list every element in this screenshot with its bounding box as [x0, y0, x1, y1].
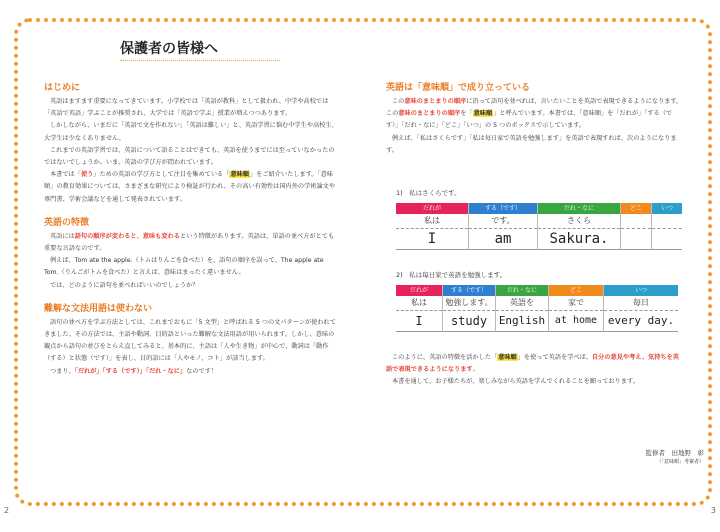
feature-paragraph-1: 英語には語句の順序が変わると、意味も変わるという特徴があります。英語は、単語の並べ方がとても重要な言語なのです。 [44, 232, 335, 253]
ex2-jp-suru: 勉強します。 [445, 298, 493, 307]
right-column [386, 80, 684, 157]
ex1-en-nani: Sakura. [538, 228, 620, 250]
ex1-col-doko [621, 203, 652, 250]
ex2-en-dare: I [396, 310, 442, 332]
feature-paragraph-3: では、どのように語句を並べればいいのでしょうか？ [50, 281, 199, 289]
page-number-left: 2 [4, 506, 10, 515]
ex1-jp-dare: 私は [424, 216, 440, 225]
order-emphasis: 語句の順序が変わると、意味も変わる [74, 232, 180, 240]
ex1-header-doko: どこ [621, 203, 651, 214]
example-2-label: 2) 私は毎日家で英語を勉強します。 [396, 271, 507, 279]
grammar-heading: 難解な文法用語は使わない [44, 303, 153, 314]
ex2-col-itsu [604, 285, 678, 332]
feature-paragraph-2: 例えば、Tom ate the apple.（トムはりんごを食べた）を、語句の順序を誤って、The apple ate Tom.（りんごがトムを食べた）と言えば、意味はまったく違いません。 [44, 257, 324, 277]
grammar-paragraph-2: つまり、「だれが」「する（です）」「だれ・なに」なのです！ [50, 367, 218, 375]
ex2-en-itsu: every day. [604, 310, 678, 332]
grammar-paragraph-1: 語句の並べ方を学ぶ方法としては、これまでおもに「5 文型」と呼ばれる 5 つの文パターンが使われてきました。その方法では、主語や動詞、目的語といった難解な文法用語が用いられます。しかし、意味の観点から語句の並びをとらえ直してみると、基本的に、主語は「人や生き物」が中心で、動詞は「動作（する）と状態（です）」を表し、目的語には「人やモノ、コト」が該当します。 [44, 318, 336, 363]
ex1-en-dare: I [396, 228, 468, 250]
ex2-col-suru [443, 285, 496, 332]
intro-paragraph-2: しかしながら、いまだに「英語で文を作れない」「英語は難しい」と、英語学習に悩む中学生や高校生、大学生は少なくありません。 [44, 122, 338, 142]
ex2-col-dare [396, 285, 443, 332]
boxes-emphasis: 「だれが」「する（です）」「だれ・なに」 [74, 367, 187, 375]
ex2-col-nani [496, 285, 549, 332]
intro-paragraph-4: 本書では「使う」ための英語の学び方として注目を集めている「意味順」をご紹介いたします。「意味順」の教育効果については、さまざまな研究により検証が行われ、その高い有効性は国内外の学術論文や専門書、学術会議などを通して発表されています。 [44, 171, 336, 203]
imijun-highlight: 意味順 [230, 171, 249, 179]
ex1-col-dare [396, 203, 469, 250]
page-number-right: 3 [710, 506, 716, 515]
use-emphasis: 使う [80, 171, 94, 179]
imijun-heading: 英語は「意味順」で成り立っている [386, 83, 531, 93]
ex1-en-suru: am [469, 228, 537, 250]
ex1-col-suru [469, 203, 538, 250]
ex2-jp-nani: 英語を [510, 298, 534, 307]
example-1 [396, 188, 682, 250]
closing-paragraph-1: このように、英語の特徴を活かした「意味順」を使って英語を学べば、自分の意見や考え、気持ちを英語で表現できるようになります。 [386, 354, 679, 374]
feature-heading: 英語の特徴 [44, 217, 90, 228]
ex2-header-itsu: いつ [604, 285, 678, 296]
ex2-jp-itsu: 毎日 [633, 298, 649, 307]
ex2-col-doko [549, 285, 604, 332]
ex2-header-doko: どこ [549, 285, 603, 296]
ex1-jp-itsu [652, 214, 682, 228]
supervisor-subtitle: （「意味順」考案者） [656, 459, 704, 465]
ex1-col-itsu [652, 203, 682, 250]
ex2-header-suru: する（です） [443, 285, 495, 296]
left-column [44, 80, 338, 378]
imijun-paragraph-1: この意味のまとまりの順序に沿って語句を並べれば、言いたいことを英語で表現できるようになります。この意味のまとまりの順序を「意味順」と呼んでいます。本書では、「意味順」を「だれが」「する（です）」「だれ・なに」「どこ」「いつ」の 5 つのボックスで示しています。 [386, 98, 683, 130]
example-1-label: 1) 私はさくらです。 [396, 189, 461, 197]
page-title: 保護者の皆様へ [120, 38, 280, 61]
ex2-en-nani: English [496, 310, 548, 332]
ex1-col-nani [538, 203, 621, 250]
ex1-en-itsu [652, 228, 682, 250]
intro-paragraph-3: これまでの英語学習では、英語について語ることはできても、英語を使うまでには至っていなかったのではないでしょうか。いま、英語の学び方が問われています。 [44, 146, 335, 167]
ex1-header-nani: だれ・なに [538, 203, 620, 214]
ex2-header-nani: だれ・なに [496, 285, 548, 296]
ex2-en-doko: at home [549, 310, 603, 332]
ex1-header-suru: する（です） [469, 203, 537, 214]
ex1-header-dare: だれが [396, 203, 468, 214]
imijun-paragraph-2: 例えば、「私はさくらです」「私は毎日家で英語を勉強します」を英語で表現すれば、次のようになります。 [386, 134, 677, 154]
closing-paragraph-2: 本書を通して、お子様たちが、楽しみながら英語を学んでくれることを願っております。 [392, 378, 639, 386]
example-2 [396, 270, 678, 332]
example-1-table [396, 203, 682, 250]
ex2-en-suru: study [443, 310, 495, 332]
intro-paragraph-1: 英語はますます重要になってきています。小学校では「英語が教科」として扱われ、中学や高校では「英語で英語」学ぶことが推奨され、大学では「英語で学ぶ」授業が増えつつあります。 [44, 98, 329, 118]
ex2-header-dare: だれが [396, 285, 442, 296]
ex2-jp-doko: 家で [568, 298, 584, 307]
example-2-table [396, 285, 678, 332]
ex1-jp-doko [621, 214, 651, 228]
ex2-jp-dare: 私は [411, 298, 427, 307]
ex1-en-doko [621, 228, 651, 250]
ex1-jp-suru: です。 [491, 216, 515, 225]
closing-block [386, 352, 684, 389]
intro-heading: はじめに [44, 83, 81, 93]
supervisor-signature: 監修者 田地野 彰 [645, 449, 704, 457]
ex1-header-itsu: いつ [652, 203, 682, 214]
ex1-jp-nani: さくら [567, 216, 591, 225]
